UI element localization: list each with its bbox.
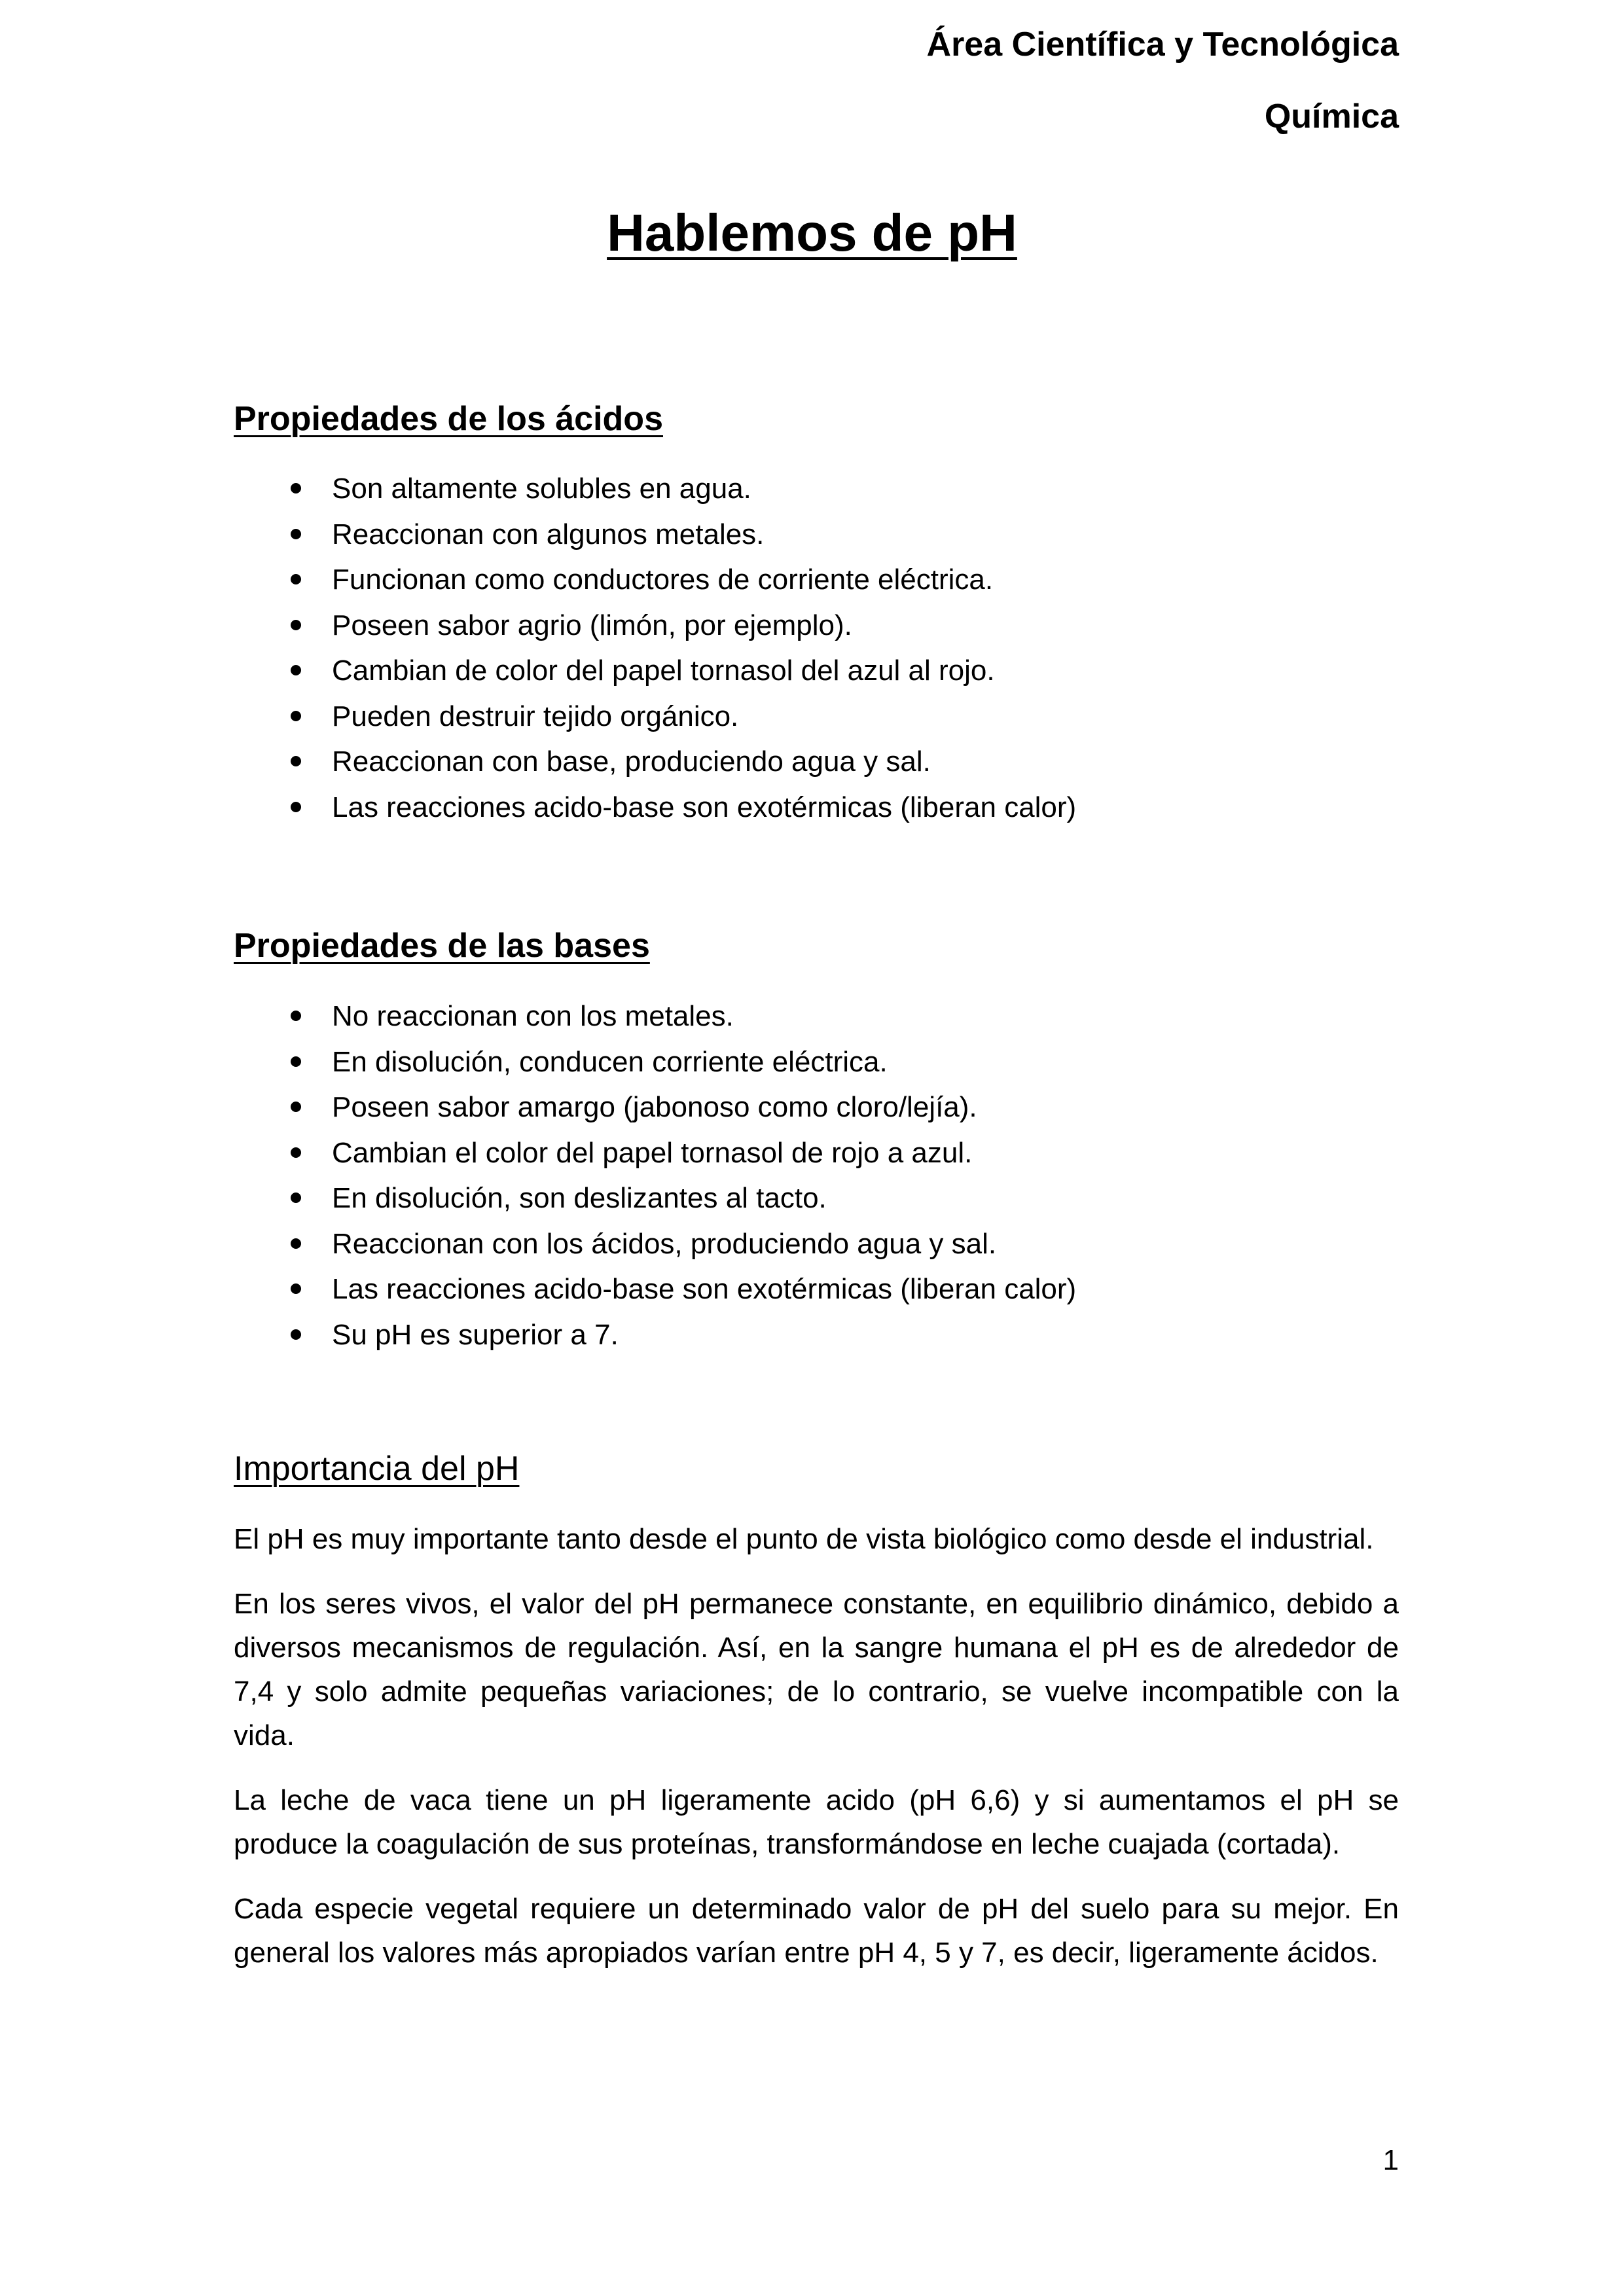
importance-body	[234, 1517, 1399, 1996]
list-item: Reaccionan con los ácidos, produciendo agua y sal.	[234, 1221, 1399, 1267]
list-item: Su pH es superior a 7.	[234, 1312, 1399, 1358]
list-item: Son altamente solubles en agua.	[234, 466, 1399, 512]
paragraph: Cada especie vegetal requiere un determinado valor de pH del suelo para su mejor. En general los valores más apropiados varían entre pH 4, 5 y 7, es decir, ligeramente ácidos.	[234, 1893, 1399, 1969]
bases-list-wrap	[234, 994, 1399, 1357]
list-item: Las reacciones acido-base son exotérmicas (liberan calor)	[234, 785, 1399, 831]
bases-section-heading: Propiedades de las bases	[234, 927, 650, 965]
document-title-text: Hablemos de pH	[607, 204, 1017, 262]
header-area-label: Área Científica y Tecnológica	[926, 26, 1399, 63]
importance-section-heading-wrap	[234, 1448, 1399, 1490]
list-item: Poseen sabor amargo (jabonoso como cloro/lejía).	[234, 1085, 1399, 1130]
paragraph: El pH es muy importante tanto desde el punto de vista biológico como desde el industrial.	[234, 1523, 1374, 1555]
list-item: En disolución, conducen corriente eléctrica.	[234, 1039, 1399, 1085]
acids-section-heading: Propiedades de los ácidos	[234, 400, 663, 438]
document-title	[0, 202, 1624, 264]
bases-section-heading-wrap	[234, 925, 1399, 967]
paragraph: En los seres vivos, el valor del pH permanece constante, en equilibrio dinámico, debido a diversos mecanismos de regulación. Así, en la sangre humana el pH es de alrededor de 7,4 y solo admite pequeñas variaciones; de lo contrario, se vuelve incompatible con la vida.	[234, 1588, 1399, 1751]
acids-property-list	[234, 466, 1399, 830]
bases-property-list	[234, 994, 1399, 1357]
list-item: No reaccionan con los metales.	[234, 994, 1399, 1039]
list-item: Cambian el color del papel tornasol de rojo a azul.	[234, 1130, 1399, 1176]
paragraph: La leche de vaca tiene un pH ligeramente acido (pH 6,6) y si aumentamos el pH se produce la coagulación de sus proteínas, transformándose en leche cuajada (cortada).	[234, 1784, 1399, 1860]
acids-section-heading-wrap	[234, 398, 1399, 440]
list-item: Poseen sabor agrio (limón, por ejemplo).	[234, 603, 1399, 649]
importance-section-heading: Importancia del pH	[234, 1450, 520, 1488]
header-subject-label: Química	[1264, 98, 1399, 135]
list-item: Cambian de color del papel tornasol del azul al rojo.	[234, 648, 1399, 694]
list-item: Reaccionan con base, produciendo agua y sal.	[234, 739, 1399, 785]
list-item: Funcionan como conductores de corriente eléctrica.	[234, 557, 1399, 603]
list-item: Las reacciones acido-base son exotérmicas (liberan calor)	[234, 1266, 1399, 1312]
page-number: 1	[1382, 2144, 1399, 2176]
list-item: Reaccionan con algunos metales.	[234, 512, 1399, 558]
acids-list-wrap	[234, 466, 1399, 830]
list-item: Pueden destruir tejido orgánico.	[234, 694, 1399, 740]
list-item: En disolución, son deslizantes al tacto.	[234, 1175, 1399, 1221]
